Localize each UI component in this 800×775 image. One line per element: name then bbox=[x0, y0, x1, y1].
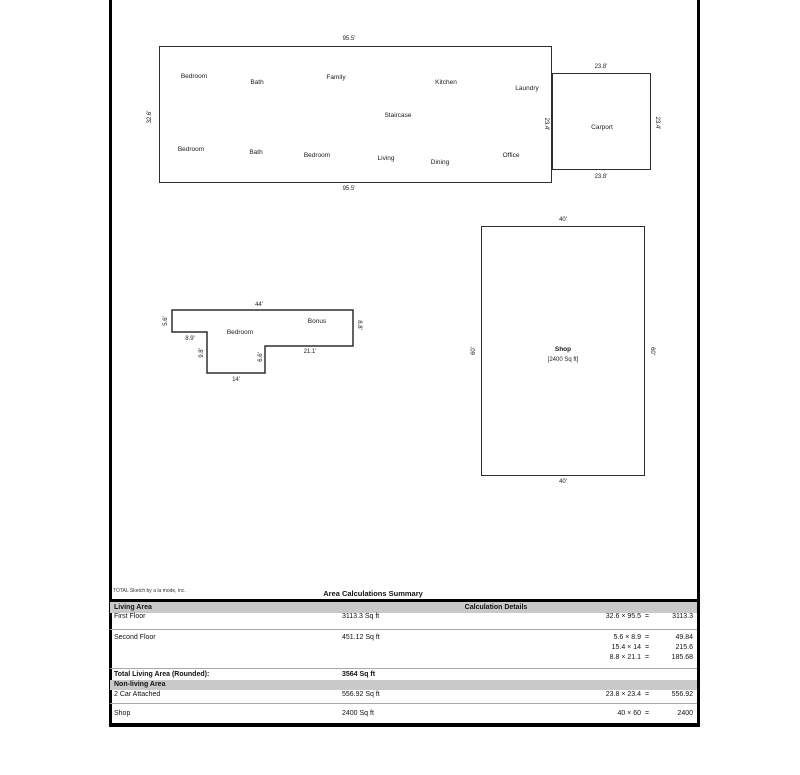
dim-first-floor-left: 32.6' bbox=[147, 110, 153, 124]
row-divider bbox=[110, 629, 697, 630]
row-shop-label: Shop bbox=[114, 710, 131, 717]
calculation-details-header: Calculation Details bbox=[464, 604, 528, 611]
row-2car-value: 556.92 Sq ft bbox=[342, 691, 380, 698]
room-label-bath-1: Bath bbox=[250, 78, 264, 86]
room-label-laundry: Laundry bbox=[515, 84, 539, 92]
row-shop-calcs bbox=[596, 709, 693, 719]
dim-shop-right: 60' bbox=[649, 347, 655, 355]
dim-second-floor-bottom: 14' bbox=[232, 377, 240, 383]
calc-equals: = bbox=[644, 613, 650, 620]
carport-outline bbox=[552, 73, 651, 170]
row-first-floor-calcs bbox=[596, 612, 693, 622]
room-label-carport: Carport bbox=[591, 123, 613, 131]
dim-shop-top: 40' bbox=[559, 217, 567, 223]
calc-equals: = bbox=[644, 654, 650, 661]
room-label-bedroom-2: Bedroom bbox=[177, 145, 205, 153]
room-label-bedroom-3: Bedroom bbox=[303, 151, 331, 159]
room-label-shop: Shop bbox=[554, 345, 572, 353]
page-border-right bbox=[697, 0, 700, 727]
row-divider bbox=[110, 668, 697, 669]
room-label-bedroom-4: Bedroom bbox=[226, 328, 254, 336]
calc-expr: 40 × 60 bbox=[617, 710, 641, 717]
dim-second-floor-notch-right: 6.6' bbox=[258, 352, 264, 362]
dim-second-floor-top: 44' bbox=[255, 302, 263, 308]
calc-equals: = bbox=[644, 634, 650, 641]
row-second-floor-calcs bbox=[596, 633, 693, 663]
nonliving-area-header: Non-living Area bbox=[114, 681, 166, 688]
calc-result: 215.6 bbox=[675, 644, 693, 651]
calc-expr: 23.8 × 23.4 bbox=[605, 691, 641, 698]
room-label-bath-2: Bath bbox=[249, 148, 263, 156]
row-divider bbox=[110, 703, 697, 704]
living-area-header: Living Area bbox=[114, 604, 152, 611]
row-first-floor-label: First Floor bbox=[114, 613, 146, 620]
calc-expr: 15.4 × 14 bbox=[611, 644, 641, 651]
calc-result: 3113.3 bbox=[672, 613, 693, 620]
dim-first-floor-top: 95.5' bbox=[342, 36, 356, 42]
shop-area-label: [2400 Sq ft] bbox=[547, 357, 579, 363]
first-floor-outline bbox=[159, 46, 552, 183]
calc-result: 556.92 bbox=[671, 691, 693, 698]
room-label-living: Living bbox=[377, 154, 395, 162]
row-first-floor-value: 3113.3 Sq ft bbox=[342, 613, 380, 620]
row-second-floor-label: Second Floor bbox=[114, 634, 156, 641]
row-shop-value: 2400 Sq ft bbox=[342, 710, 374, 717]
room-label-office: Office bbox=[502, 151, 520, 159]
calc-result: 185.68 bbox=[671, 654, 693, 661]
room-label-staircase: Staircase bbox=[384, 111, 412, 119]
calc-expr: 32.6 × 95.5 bbox=[605, 613, 641, 620]
calc-expr: 8.8 × 21.1 bbox=[609, 654, 641, 661]
second-floor-outline bbox=[165, 303, 365, 383]
calc-result: 49.84 bbox=[675, 634, 693, 641]
dim-first-floor-right: 23.4' bbox=[543, 117, 549, 131]
total-living-label: Total Living Area (Rounded): bbox=[114, 671, 210, 678]
room-label-bonus: Bonus bbox=[307, 317, 327, 325]
dim-carport-bottom: 23.8' bbox=[594, 174, 608, 180]
room-label-kitchen: Kitchen bbox=[435, 78, 457, 86]
dim-shop-bottom: 40' bbox=[559, 479, 567, 485]
dim-second-floor-step-left: 9.8' bbox=[199, 348, 205, 358]
dim-first-floor-bottom: 95.5' bbox=[342, 186, 356, 192]
brand-footer: TOTAL Sketch by a la mode, inc. bbox=[113, 588, 186, 594]
dim-second-floor-lower-right: 21.1' bbox=[303, 349, 317, 355]
calc-result: 2400 bbox=[677, 710, 693, 717]
room-label-family: Family bbox=[326, 73, 346, 81]
page-border-bottom bbox=[109, 723, 700, 727]
dim-shop-left: 60' bbox=[471, 347, 477, 355]
dim-second-floor-left: 5.6' bbox=[163, 316, 169, 326]
calc-expr: 5.6 × 8.9 bbox=[613, 634, 641, 641]
calc-equals: = bbox=[644, 710, 650, 717]
total-living-value: 3564 Sq ft bbox=[342, 671, 376, 678]
room-label-dining: Dining bbox=[430, 158, 450, 166]
calc-equals: = bbox=[644, 691, 650, 698]
row-2car-label: 2 Car Attached bbox=[114, 691, 161, 698]
row-second-floor-value: 451.12 Sq ft bbox=[342, 634, 380, 641]
page-border-left bbox=[109, 0, 112, 727]
room-label-bedroom-1: Bedroom bbox=[180, 72, 208, 80]
row-2car-calcs bbox=[596, 690, 693, 700]
dim-second-floor-right: 8.8' bbox=[356, 320, 362, 330]
summary-title: Area Calculations Summary bbox=[323, 589, 423, 598]
calc-equals: = bbox=[644, 644, 650, 651]
dim-second-floor-step-bottom: 8.9' bbox=[185, 336, 195, 342]
dim-carport-right: 23.4' bbox=[654, 116, 660, 130]
nonliving-area-band bbox=[110, 680, 697, 690]
dim-carport-top: 23.8' bbox=[594, 64, 608, 70]
